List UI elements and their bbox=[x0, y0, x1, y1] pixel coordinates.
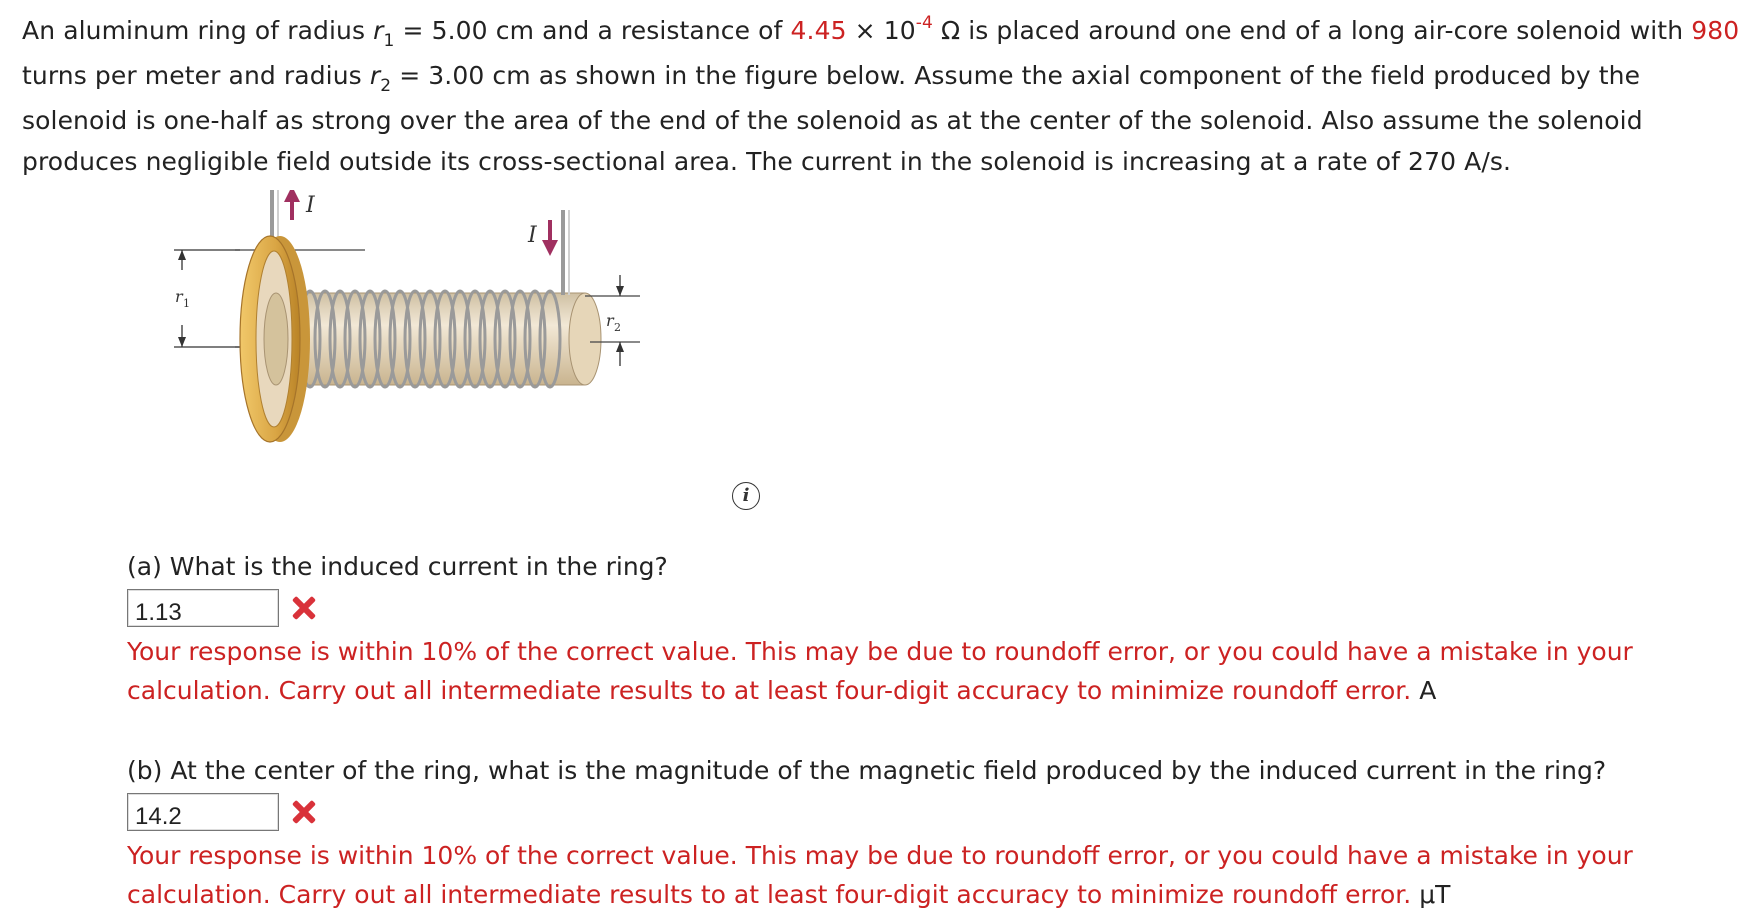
lead-wires bbox=[272, 190, 569, 300]
times-sign: × bbox=[846, 16, 884, 45]
r2-subscript: 2 bbox=[380, 76, 392, 96]
problem-text-part: turns per meter and radius bbox=[22, 61, 370, 90]
r2-label-sub: 2 bbox=[614, 321, 621, 334]
current-label-left: I bbox=[306, 193, 315, 218]
solenoid-diagram bbox=[170, 190, 760, 530]
power-base: 10 bbox=[883, 16, 916, 45]
current-arrow-up bbox=[284, 190, 300, 220]
problem-text-part: = 3.00 cm as shown in the figure below. Assume the axial component of the field produced by the solenoid is one-half as strong over the area of the end of the solenoid as at the center of the solenoid. Also assume the solenoid produces negligible field outside its cross-sectional area. The current in the solenoid is increasing at a rate of 270 A/s. bbox=[22, 61, 1643, 176]
part-b-question: (b) At the center of the ring, what is the magnitude of the magnetic field produced by the induced current in the ring? bbox=[127, 756, 1607, 785]
problem-text-part: An aluminum ring of radius bbox=[22, 16, 374, 45]
part-b-answer-row bbox=[127, 790, 1747, 834]
problem-statement bbox=[22, 10, 1742, 182]
part-b-unit: μT bbox=[1419, 880, 1451, 909]
part-a bbox=[127, 547, 1747, 710]
part-b-feedback bbox=[127, 836, 1747, 914]
part-a-unit: A bbox=[1419, 676, 1437, 705]
resistance-value: 4.45 bbox=[790, 16, 847, 45]
problem-text bbox=[22, 10, 1742, 182]
current-arrow-down bbox=[542, 220, 558, 256]
part-b-answer-input[interactable]: 14.2 bbox=[127, 793, 279, 831]
incorrect-x-icon bbox=[291, 799, 317, 825]
r1-symbol: r bbox=[373, 16, 384, 45]
solenoid-figure bbox=[170, 190, 760, 530]
r2-symbol: r bbox=[369, 61, 381, 90]
part-b-feedback-text: Your response is within 10% of the correct value. This may be due to roundoff error, or you could have a mistake in your calculation. Carry out all intermediate results to at least four-digit accuracy to minimize roundoff error. bbox=[127, 841, 1633, 909]
part-a-question: (a) What is the induced current in the ring? bbox=[127, 552, 668, 581]
aluminum-ring bbox=[240, 236, 310, 442]
part-a-feedback-text: Your response is within 10% of the correct value. This may be due to roundoff error, or you could have a mistake in your calculation. Carry out all intermediate results to at least four-digit accuracy to minimize roundoff error. bbox=[127, 637, 1633, 705]
info-icon[interactable]: i bbox=[732, 482, 760, 510]
turns-value: 980 bbox=[1691, 16, 1740, 45]
r1-label-sub: 1 bbox=[183, 297, 190, 310]
r1-label: r bbox=[175, 287, 183, 306]
incorrect-x-icon bbox=[291, 595, 317, 621]
part-a-feedback bbox=[127, 632, 1747, 710]
problem-text-part: = 5.00 cm and a resistance of bbox=[394, 16, 791, 45]
part-a-answer-row bbox=[127, 586, 1747, 630]
part-a-answer-input[interactable]: 1.13 bbox=[127, 589, 279, 627]
current-label-right: I bbox=[528, 223, 537, 248]
resistance-exponent: -4 bbox=[915, 13, 933, 33]
solenoid-core bbox=[259, 293, 601, 385]
problem-text-part: Ω is placed around one end of a long air-core solenoid with bbox=[932, 16, 1692, 45]
r1-subscript: 1 bbox=[383, 31, 395, 51]
r2-label: r bbox=[606, 311, 614, 330]
part-b bbox=[127, 751, 1747, 914]
